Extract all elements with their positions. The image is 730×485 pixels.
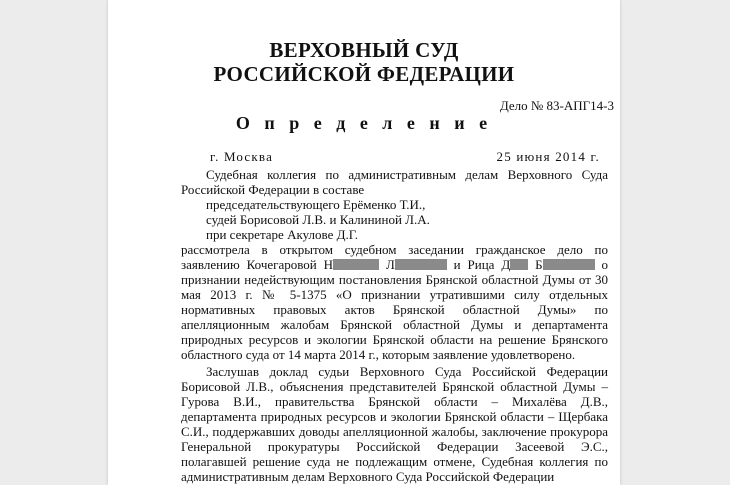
court-name-line1: ВЕРХОВНЫЙ СУД — [269, 38, 459, 62]
case-text-initial-4: Б — [535, 257, 543, 272]
city: г. Москва — [210, 149, 274, 164]
case-number: Дело № 83-АПГ14-3 — [499, 98, 614, 113]
redacted-block — [395, 259, 447, 270]
document-body — [181, 167, 608, 484]
redacted-block — [543, 259, 595, 270]
paragraph-hearing: Заслушав доклад судьи Верховного Суда Российской Федерации Борисовой Л.В., объяснения представителей Брянской областной Думы – Гурова В.И., правительства Брянской области – Михалёва Д.В., департамента природных ресурсов и экологии Брянской области – Щербака С.И., поддержавших доводы апелляционной жалобы, заключение прокурора Генеральной прокуратуры Российской Федерации Засеевой Э.С., полагавшей решение суда не подлежащим отмене, Судебная коллегия по административным делам Верховного Суда Российской Федерации — [181, 364, 608, 484]
redacted-block — [333, 259, 379, 270]
case-text-and: и Рица Д — [453, 257, 511, 272]
judges: судей Борисовой Л.В. и Калининой Л.А. — [206, 212, 430, 227]
presiding-judge: председательствующего Ерёменко Т.И., — [206, 197, 426, 212]
case-text-rest: о признании недействующим постановления Брянской областной Думы от 30 мая 2013 г. № 5-1375 «О признании утратившими силу отдельных нормативных правовых актов Брянской областной Думы» по апелляционным жалобам Брянской областной Думы и департамента природных ресурсов и экологии Брянской области на решение Брянского областного суда от 14 марта 2014 г., которым заявление удовлетворено. — [181, 257, 608, 362]
paragraph-composition: Судебная коллегия по административным делам Верховного Суда Российской Федерации в составе — [181, 167, 608, 197]
document-title: О п р е д е л е н и е — [235, 113, 493, 133]
document-page — [108, 0, 620, 485]
paragraph-case — [181, 242, 608, 362]
case-text-initial-2: Л — [385, 257, 395, 272]
document-date: 25 июня 2014 г. — [496, 149, 600, 164]
redacted-block — [510, 259, 528, 270]
case-text-start: рассмотрела в открытом судебном заседании гражданское дело по заявлению Кочегаровой Н — [181, 242, 608, 272]
court-name-line2: РОССИЙСКОЙ ФЕДЕРАЦИИ — [213, 62, 515, 86]
secretary: при секретаре Акулове Д.Г. — [206, 227, 359, 242]
